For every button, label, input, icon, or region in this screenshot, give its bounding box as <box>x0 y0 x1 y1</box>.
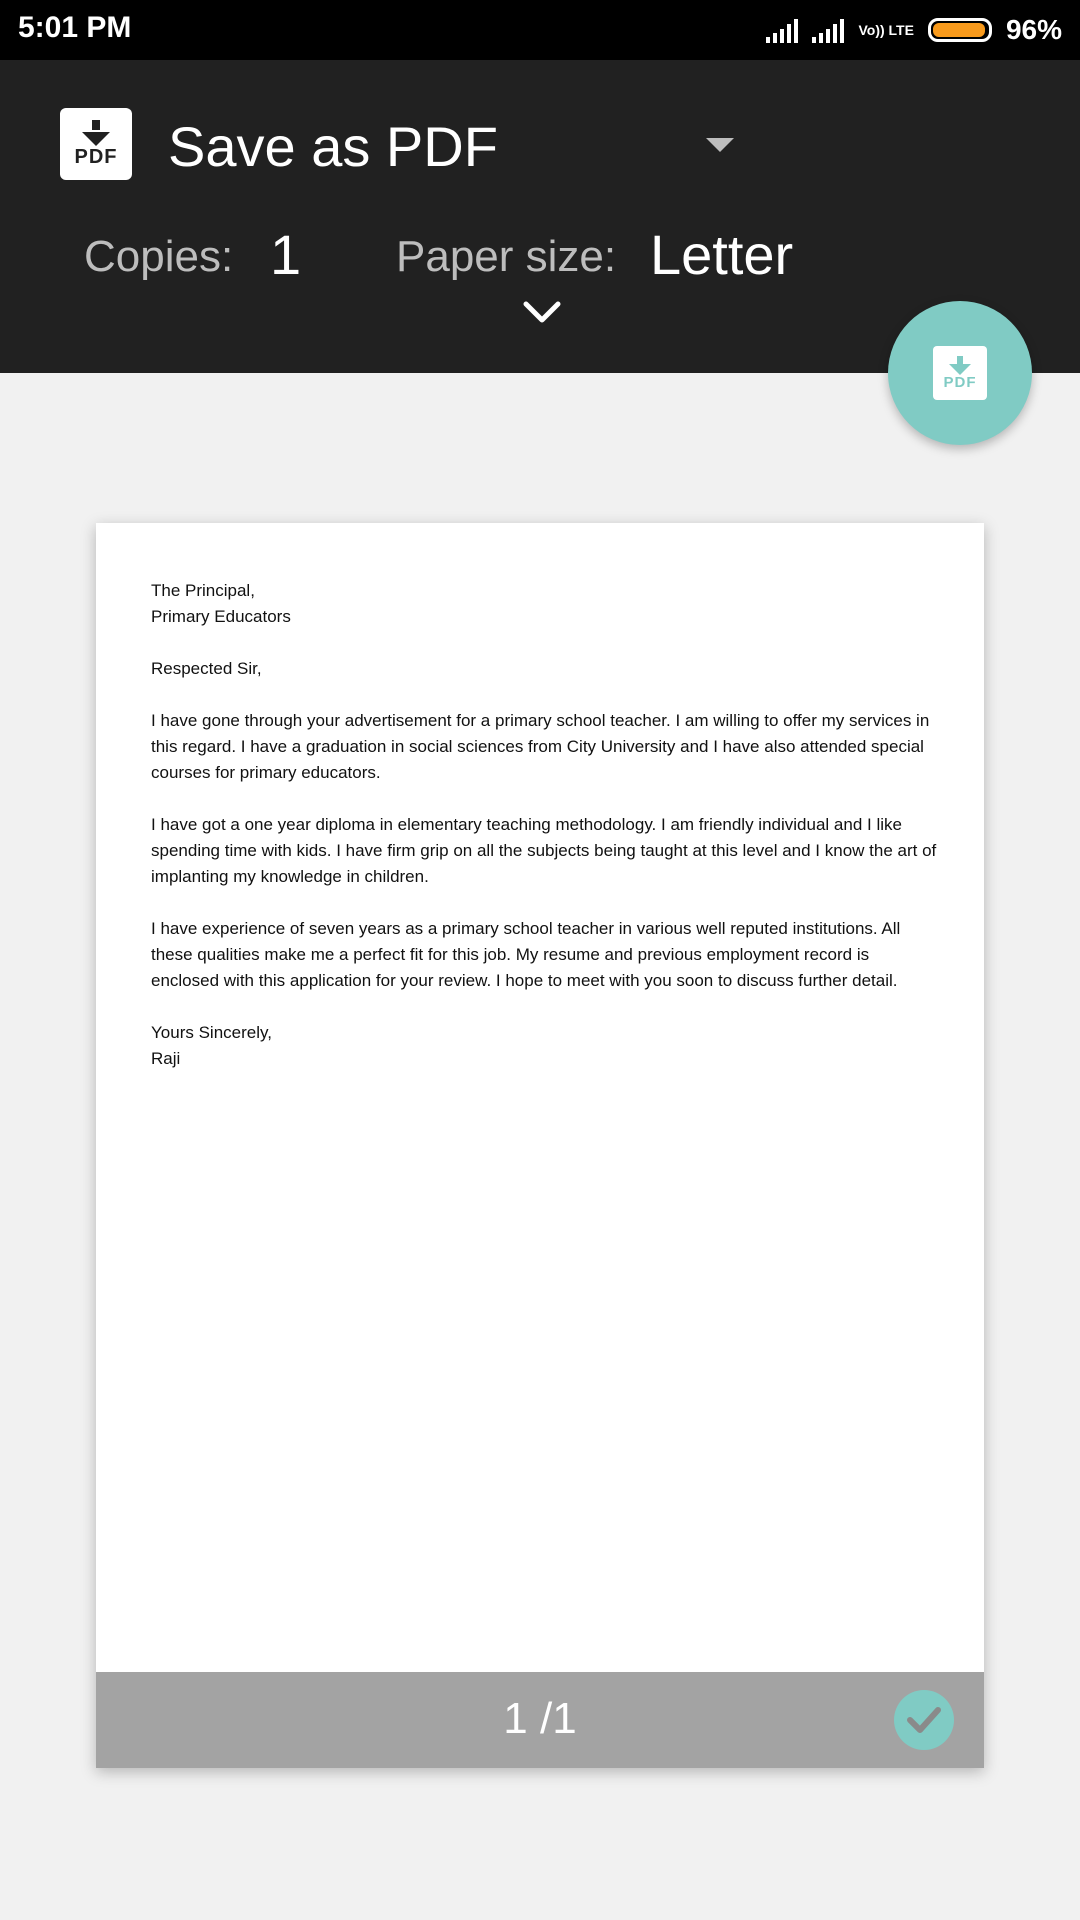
battery-icon <box>928 18 992 42</box>
dropdown-arrow-icon[interactable] <box>706 138 734 152</box>
recipient-line: The Principal, <box>151 581 255 600</box>
status-time: 5:01 PM <box>18 11 132 44</box>
signal-icon <box>766 17 798 43</box>
paragraph: I have gone through your advertisement for a primary school teacher. I am willing to offer my services in this regard. I have a graduation in social sciences from City University and I have also attended special courses for primary educators. <box>151 711 930 782</box>
volte-icon: Vo)) LTE <box>858 22 914 38</box>
page-select-checkbox[interactable] <box>894 1690 954 1750</box>
pdf-printer-icon: PDF <box>60 108 132 180</box>
download-pdf-button[interactable] <box>888 301 1032 445</box>
salutation: Respected Sir, <box>151 659 262 678</box>
signature: Raji <box>151 1049 181 1068</box>
signal-icon <box>812 17 844 43</box>
paragraph: I have experience of seven years as a primary school teacher in various well reputed institutions. All these qualities make me a perfect fit for this job. My resume and previous employment record is enclosed with this application for your review. I hope to meet with you soon to discuss further detail. <box>151 919 901 990</box>
letter-content <box>151 578 941 1098</box>
check-icon <box>904 1704 944 1736</box>
status-icons <box>766 12 1062 48</box>
paragraph: I have got a one year diploma in elementary teaching methodology. I am friendly individual and I like spending time with kids. I have firm grip on all the subjects being taught at this level and I know the art of implanting my knowledge in children. <box>151 815 937 886</box>
copies-value[interactable]: 1 <box>270 223 302 286</box>
recipient-line: Primary Educators <box>151 607 291 626</box>
status-bar <box>0 0 1080 60</box>
copies-label: Copies: <box>84 232 234 281</box>
paper-size-label: Paper size: <box>396 232 617 281</box>
closing: Yours Sincerely, <box>151 1023 272 1042</box>
download-pdf-icon: PDF <box>933 346 987 400</box>
chevron-down-icon[interactable] <box>522 300 562 324</box>
paper-size-value[interactable]: Letter <box>650 223 794 286</box>
document-preview-page[interactable] <box>96 523 984 1768</box>
page-indicator: 1 /1 <box>503 1694 577 1743</box>
page-footer <box>96 1672 984 1768</box>
printer-selector[interactable]: Save as PDF <box>168 115 498 178</box>
battery-percent: 96% <box>1005 14 1062 45</box>
